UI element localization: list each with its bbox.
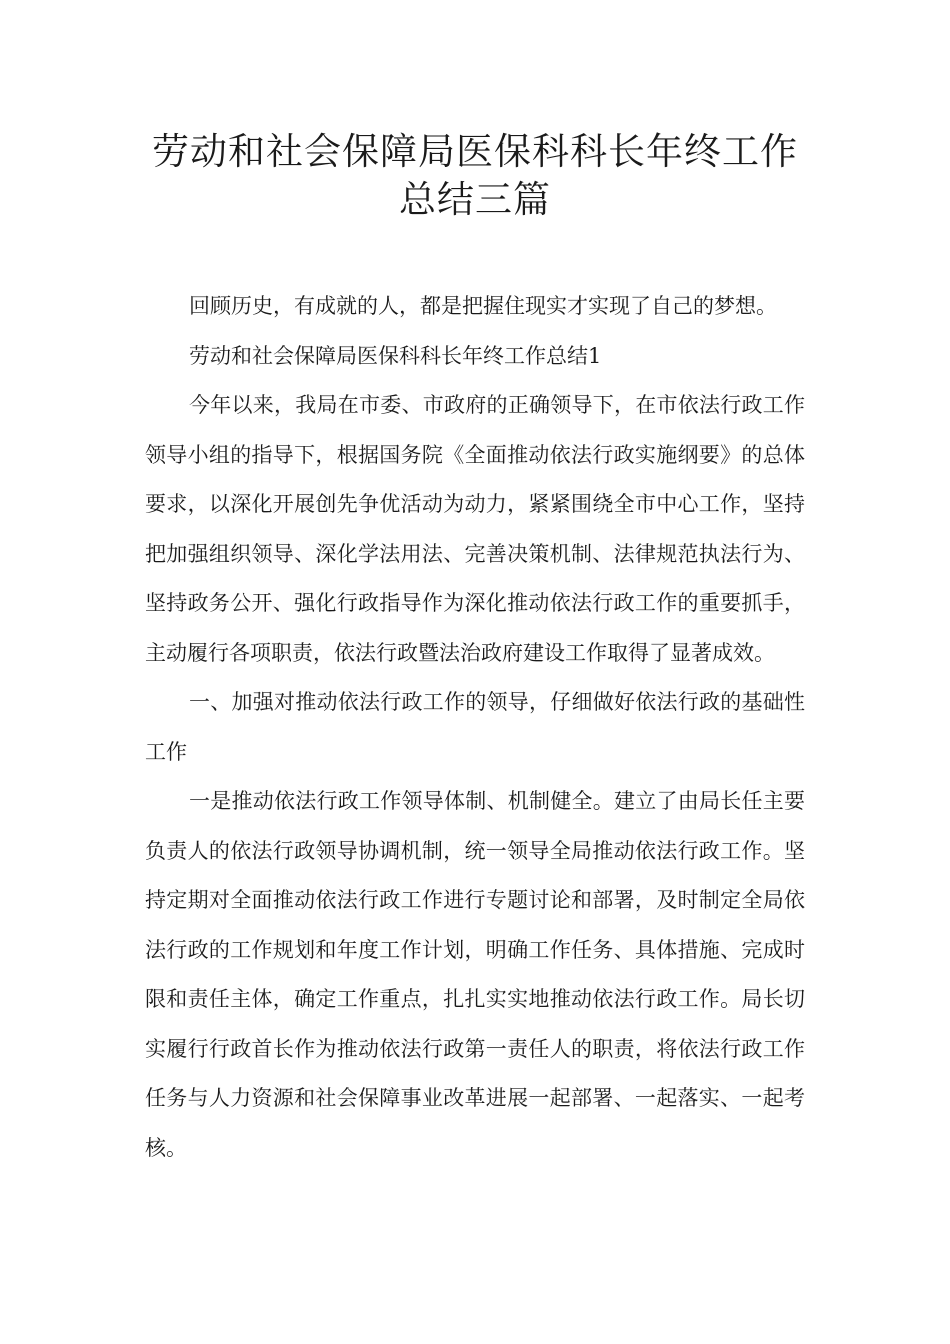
document-title	[100, 128, 850, 224]
body-paragraph: 一是推动依法行政工作领导体制、机制健全。建立了由局长任主要负责人的依法行政领导协调机制，统一领导全局推动依法行政工作。坚持定期对全面推动依法行政工作进行专题讨论和部署，及时制定全局依法行政的工作规划和年度工作计划，明确工作任务、具体措施、完成时限和责任主体，确定工作重点，扎扎实实地推动依法行政工作。局长切实履行行政首长作为推动依法行政第一责任人的职责，将依法行政工作任务与人力资源和社会保障事业改革进展一起部署、一起落实、一起考核。	[145, 789, 805, 1160]
title-line-2: 总结三篇	[399, 178, 551, 221]
intro-paragraph: 回顾历史，有成就的人，都是把握住现实才实现了自己的梦想。	[189, 294, 777, 318]
subsection-heading: 一、加强对推动依法行政工作的领导，仔细做好依法行政的基础性工作	[145, 690, 805, 764]
document-body	[145, 282, 805, 1173]
title-line-1: 劳动和社会保障局医保科科长年终工作	[152, 130, 798, 173]
body-paragraph: 今年以来，我局在市委、市政府的正确领导下，在市依法行政工作领导小组的指导下，根据国务院《全面推动依法行政实施纲要》的总体要求，以深化开展创先争优活动为动力，紧紧围绕全市中心工作，坚持把加强组织领导、深化学法用法、完善决策机制、法律规范执法行为、坚持政务公开、强化行政指导作为深化推动依法行政工作的重要抓手，主动履行各项职责，依法行政暨法治政府建设工作取得了显著成效。	[145, 393, 805, 665]
section-heading: 劳动和社会保障局医保科科长年终工作总结1	[189, 343, 602, 368]
